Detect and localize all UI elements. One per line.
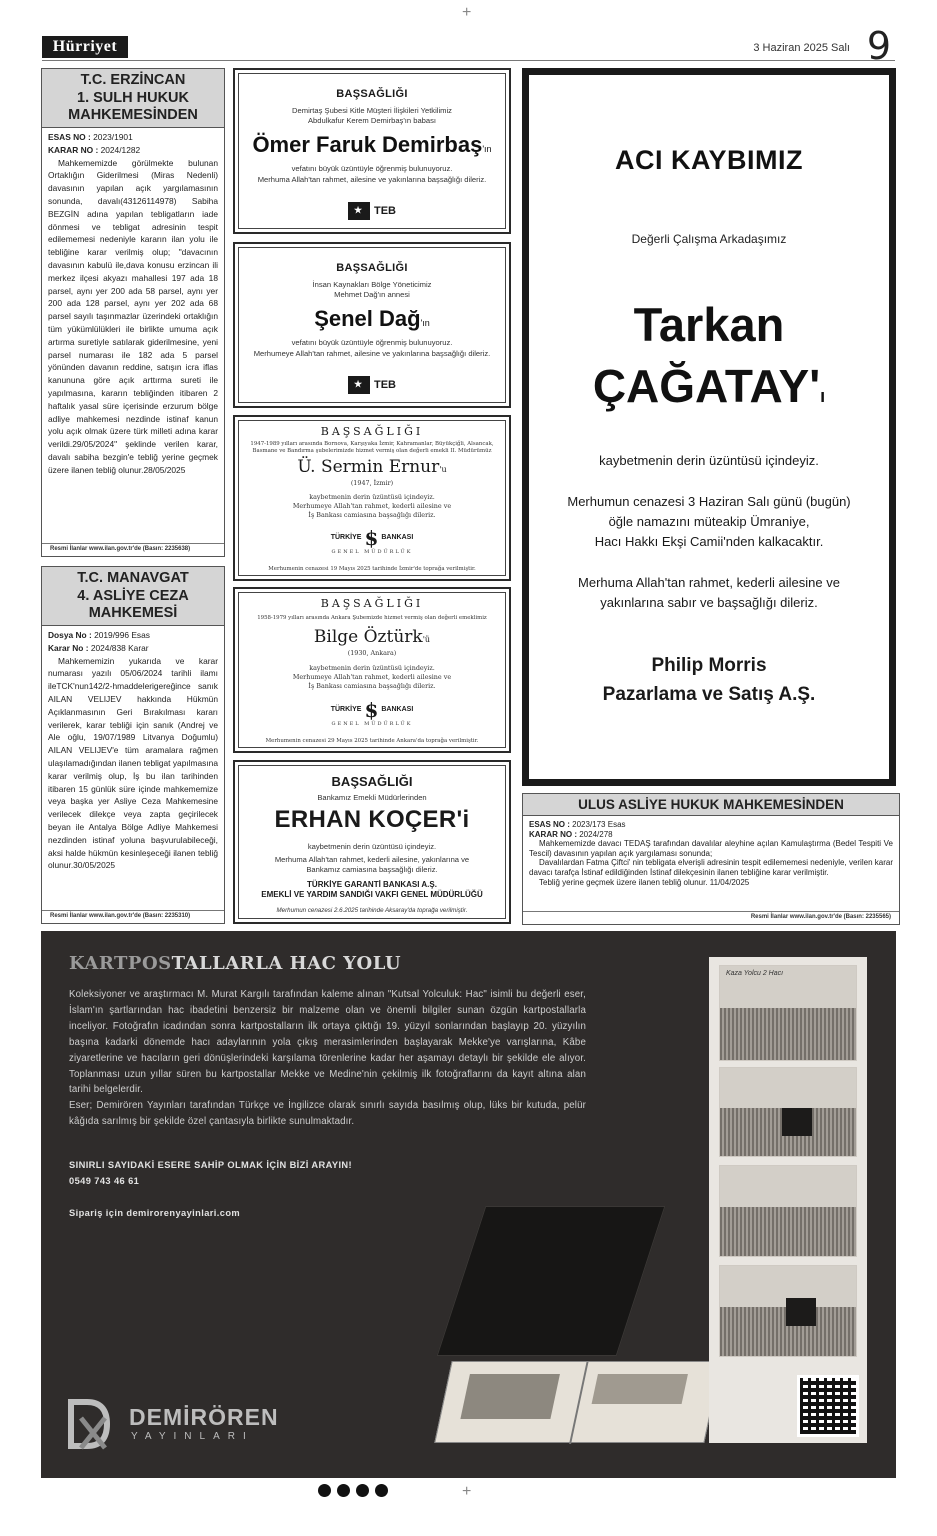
last-name-text: ÇAĞATAY' bbox=[592, 360, 821, 412]
obituary-line: Merhumun cenazesi 3 Haziran Salı günü (bugün) bbox=[567, 494, 851, 509]
condolence-line: Merhumeye Allah'tan rahmet, kederli ailesine ve bbox=[292, 502, 452, 510]
brand-left: TÜRKİYE bbox=[330, 534, 362, 541]
notice-text: Mahkememizde davacı TEDAŞ tarafından davalılar aleyhine açılan Kamulaştırma (Bedel Tespiti Ve Tescil) davasının yapılan açık yargılaması sonunda; bbox=[529, 839, 893, 858]
promo-paragraph: Eser; Demirören Yayınları tarafından Türkçe ve İngilizce olarak sınırlı sayıda basılmış olup, lüks bir kutuda, pelür kâğıda sarılmış bir şekilde özel çantasıyla birlikte sunulmaktadır. bbox=[69, 1100, 586, 1128]
condolence-footer: Merhumenin cenazesi 29 Mayıs 2025 tarihinde Ankara'da toprağa verilmiştir. bbox=[265, 738, 479, 744]
notice-text: Davalılardan Fatma Çiftci' nin tebligata elverişli adresinin tespit edilememesi nedeniyle, verilen karar davacı tarafça İstinaf edildiğinden İstinaf dilekçesinin ilanen tebliğine karar verilmiştir. bbox=[529, 858, 893, 877]
court-notice-footer: Resmi İlanlar www.ilan.gov.tr'de (Basın: 2235565) bbox=[523, 911, 899, 922]
brand-sub: GENEL MÜDÜRLÜK bbox=[331, 721, 413, 727]
crop-mark-bottom: + bbox=[462, 1483, 472, 1500]
brand-subname: YAYINLARI bbox=[131, 1431, 254, 1442]
teb-star-icon bbox=[348, 376, 370, 394]
dosya-value: 2019/996 Esas bbox=[94, 630, 150, 640]
notice-text: Mahkememizin yukarıda ve karar numarası yazılı 05/06/2024 tarihli ilamı ileTCK'nun142/2-hmaddelerigereğince sanık AILAN VELIJEV hakkında Hükmün Açıklanmasının Geri Bırakılması kararı verilerek, karar tebliği için sanık (Andrej ve Ale oğlu, 19/07/1989 Litvanya Doğumlu) AILAN VELIJEV'e tüm aramalara rağmen ulaşılamadığından ilanen tebligat yapılmasına karar verilmiş olup, İş bu ilan tarihinden itibaren 15 günlük süre içinde mahkememize veya başka yer Asliye Ceza Mahkemesine verilecek dilekçe veya zapta geçirilecek beyan ile Antalya Bölge Adliye Mahkemesi nezdinden istinaf yoluna başvurulabileceği, aksi halde hükmün kesinleşeceği ilanen tebliğ olunur.30/05/2025 bbox=[48, 655, 218, 871]
condolence-line: Merhumeye Allah'tan rahmet, ailesine ve yakınlarına başsağlığı dileriz. bbox=[253, 349, 491, 358]
title-line: 1. SULH HUKUK bbox=[77, 89, 189, 106]
condolence-line: Mehmet Dağ'ın annesi bbox=[334, 290, 410, 299]
obituary-paragraph bbox=[529, 573, 889, 613]
last-name-suffix: ı bbox=[820, 386, 826, 406]
promo-title bbox=[69, 953, 401, 974]
deceased-first-name: Tarkan bbox=[633, 298, 785, 351]
condolence-dag bbox=[233, 242, 511, 408]
name-suffix: 'ü bbox=[422, 635, 431, 644]
birth-info: (1947, İzmir) bbox=[350, 479, 394, 487]
title-line: MAHKEMESİNDEN bbox=[68, 107, 198, 123]
obituary-subtitle: Değerli Çalışma Arkadaşımız bbox=[631, 232, 787, 246]
name-suffix: 'u bbox=[439, 465, 447, 474]
obituary-line: yakınlarına sabır ve başsağlığı dileriz. bbox=[600, 595, 818, 610]
obituary-philip-morris bbox=[522, 68, 896, 786]
condolence-line: kaybetmenin derin üzüntüsü içindeyiz. bbox=[309, 664, 435, 672]
teb-logo bbox=[235, 202, 509, 225]
condolence-line: İnsan Kaynakları Bölge Yöneticimiz bbox=[312, 280, 432, 289]
condolence-line: kaybetmenin derin üzüntüsü içindeyiz. bbox=[307, 842, 437, 851]
condolence-line: İş Bankası camiasına başsağlığı dileriz. bbox=[308, 511, 436, 519]
condolence-line: kaybetmenin derin üzüntüsü içindeyiz. bbox=[309, 493, 435, 501]
dot-icon bbox=[337, 1484, 350, 1497]
isbank-logo bbox=[235, 696, 509, 722]
organization-name: TÜRKİYE GARANTİ BANKASI A.Ş. bbox=[307, 880, 437, 889]
issue-date: 3 Haziran 2025 Salı bbox=[753, 42, 850, 54]
condolence-footer: Merhumun cenazesi 2.6.2025 tarihinde Aksaray'da toprağa verilmiştir. bbox=[276, 907, 468, 914]
karar-label: Karar No : bbox=[48, 642, 89, 653]
brand-name: DEMİRÖREN bbox=[129, 1404, 279, 1430]
karar-label: KARAR NO : bbox=[48, 144, 99, 155]
newspaper-logo: Hürriyet bbox=[42, 36, 128, 58]
karar-value: 2024/1282 bbox=[100, 144, 141, 155]
page-number: 9 bbox=[866, 24, 891, 68]
name-text: Şenel Dağ bbox=[314, 306, 421, 331]
condolence-line: Merhuma Allah'tan rahmet, ailesine ve yakınlarına başsağlığı dileriz. bbox=[257, 175, 487, 184]
postcard-2 bbox=[719, 1067, 857, 1157]
obituary-title: ACI KAYBIMIZ bbox=[614, 145, 803, 175]
condolence-demirbas bbox=[233, 68, 511, 234]
court-notice-erzincan bbox=[41, 68, 225, 557]
photo-crowd bbox=[720, 1008, 856, 1060]
brand-right: BANKASI bbox=[381, 706, 414, 713]
page-dots bbox=[318, 1484, 388, 1497]
promo-title-b: TALLARLA HAC YOLU bbox=[171, 953, 402, 974]
photo-crowd bbox=[720, 1207, 856, 1257]
book-box-illustration bbox=[437, 1206, 666, 1356]
book-photo-left bbox=[460, 1374, 560, 1419]
title-line: 4. ASLİYE CEZA bbox=[77, 587, 189, 604]
court-notice-body bbox=[42, 128, 224, 477]
isbank-s-icon: $ bbox=[364, 525, 379, 550]
court-notice-title bbox=[42, 69, 224, 128]
condolence-kocer bbox=[233, 760, 511, 924]
promo-order-link[interactable]: Sipariş için demirorenyayinlari.com bbox=[69, 1208, 241, 1218]
court-notice-body bbox=[42, 626, 224, 872]
condolence-heading: BAŞSAĞLIĞI bbox=[320, 597, 424, 610]
postcard-strip bbox=[709, 957, 867, 1443]
book-spine bbox=[569, 1362, 588, 1444]
dot-icon bbox=[318, 1484, 331, 1497]
postcard-caption: Kaza Yolcu 2 Hacı bbox=[726, 970, 784, 977]
karar-value: 2024/278 bbox=[579, 829, 613, 839]
name-suffix: 'ın bbox=[482, 144, 492, 154]
obituary-line: kaybetmenin derin üzüntüsü içindeyiz. bbox=[599, 453, 819, 468]
book-photo-right bbox=[592, 1374, 688, 1404]
esas-value: 2023/1901 bbox=[93, 132, 133, 142]
isbank-s-icon: $ bbox=[364, 697, 379, 722]
postcard-4 bbox=[719, 1265, 857, 1357]
condolence-line: İş Bankası camiasına başsağlığı dileriz. bbox=[308, 682, 436, 690]
esas-label: ESAS NO : bbox=[529, 820, 570, 829]
deceased-last-name bbox=[529, 359, 889, 413]
notice-text: Mahkememizde görülmekte bulunan Ortaklığın Giderilmesi (Miras Nedenli) davasının yapılan açık yargılamasının sonunda, davalı(43126114978) Sabiha BEZGİN adına yapılan tebligatların iade dönmesi ve tebligat adresinin tespit edilememesi nedeniyle kararın ilan yolu ile tebliğine karar verilmiş olup; "davacının davasının kabulü ile,dava konusu erzincan ili merkez ilçesi akyazı mahallesi 197 ada 18 parsel, aynı yer 200 ada 58 parsel, aynı yer 200 ada 128 parsel, aynı yer 202 ada 68 parsel sayılı taşınmazlar üzerindeki ortaklığın tüm yükümlülükleri ile birlikte umuma açık artırma suretiyle satılarak giderilmesine, yeni parsel numarası ile 182 ada 5 parsel yönünden davanın reddine, satışın icra iflas kanununa göre açık arttırma sureti ile yapılmasına, kararın tebliğinden itibaren 2 haftalık yasal süre içerisinde erzurum bölge adliye mahkemesi nezdinde istinaf kanun yolu açık olmak üzere türk milleti adına karar verildi.29/05/2024" şeklinde verilen karar, davalı sabiha bezgin'e tebliğ yerine geçmek üzere ilanen tebliğ olunur.28/05/2025 bbox=[48, 157, 218, 475]
name-suffix: 'ın bbox=[420, 318, 430, 328]
birth-info: (1930, Ankara) bbox=[347, 649, 397, 657]
company-name: Pazarlama ve Satış A.Ş. bbox=[602, 684, 816, 705]
book-promo bbox=[41, 931, 896, 1478]
name-text: Bilge Öztürk bbox=[313, 627, 423, 647]
condolence-line: Merhuma Allah'tan rahmet, kederli ailesine, yakınlarına ve bbox=[274, 855, 470, 864]
header-rule bbox=[42, 60, 895, 61]
condolence-ozturk bbox=[233, 587, 511, 753]
name-text: Ü. Sermin Ernur bbox=[297, 457, 440, 477]
esas-value: 2023/173 Esas bbox=[572, 820, 626, 829]
teb-logo bbox=[235, 376, 509, 399]
dosya-label: Dosya No : bbox=[48, 630, 92, 640]
brand-right: BANKASI bbox=[381, 534, 414, 541]
obituary-line: öğle namazını müteakip Ümraniye, bbox=[608, 514, 810, 529]
condolence-heading: BAŞSAĞLIĞI bbox=[331, 774, 413, 789]
company-name: Philip Morris bbox=[651, 655, 767, 676]
deceased-name bbox=[235, 457, 509, 477]
condolence-line: vefatını büyük üzüntüyle öğrenmiş bulunuyoruz. bbox=[291, 164, 453, 173]
condolence-heading: BAŞSAĞLIĞI bbox=[336, 262, 408, 274]
promo-title-a: KARTPOS bbox=[69, 953, 172, 974]
kaaba-icon bbox=[782, 1108, 812, 1136]
karar-value: 2024/838 Karar bbox=[90, 642, 149, 653]
brand-left: TÜRKİYE bbox=[330, 706, 362, 713]
open-book-illustration bbox=[434, 1361, 721, 1443]
condolence-heading: BAŞSAĞLIĞI bbox=[336, 88, 408, 100]
obituary-paragraph bbox=[529, 492, 889, 552]
esas-label: ESAS NO : bbox=[48, 132, 91, 142]
deceased-name bbox=[235, 132, 509, 158]
title-line: MAHKEMESİ bbox=[88, 605, 178, 621]
condolence-line: Abdulkafur Kerem Demirbaş'ın babası bbox=[307, 116, 437, 125]
name-text: Ömer Faruk Demirbaş bbox=[252, 132, 483, 157]
condolence-heading: BAŞSAĞLIĞI bbox=[320, 425, 424, 438]
condolence-footer: Merhumenin cenazesi 19 Mayıs 2025 tarihinde İzmir'de toprağa verilmiştir. bbox=[268, 566, 476, 572]
karar-label: KARAR NO : bbox=[529, 829, 577, 839]
promo-text bbox=[69, 987, 586, 1130]
demiroren-logo-icon bbox=[67, 1398, 113, 1450]
court-notice-ulus bbox=[522, 793, 900, 925]
brand-name: TEB bbox=[374, 205, 396, 217]
promo-phone[interactable]: 0549 743 46 61 bbox=[69, 1176, 140, 1186]
brand-name: TEB bbox=[374, 379, 396, 391]
obituary-line: Hacı Hakkı Ekşi Camii'nden kalkacaktır. bbox=[594, 534, 824, 549]
court-notice-footer: Resmi İlanlar www.ilan.gov.tr'de (Basın: 2235310) bbox=[42, 910, 224, 921]
title-line: T.C. ERZİNCAN bbox=[80, 72, 186, 88]
postcard-3 bbox=[719, 1165, 857, 1257]
condolence-line: Basmane ve Bandırma şubelerimizde hizmet vermiş olan değerli emekli II. Müdürümüz bbox=[252, 448, 492, 454]
promo-cta: SINIRLI SAYIDAKİ ESERE SAHİP OLMAK İÇİN BİZİ ARAYIN! bbox=[69, 1160, 353, 1170]
condolence-ernur bbox=[233, 415, 511, 581]
condolence-line: vefatını büyük üzüntüyle öğrenmiş bulunuyoruz. bbox=[291, 338, 453, 347]
condolence-line: 1947-1989 yılları arasında Bornova, Karşıyaka İzmir, Kahramanlar, Büyükçiğli, Alsancak, bbox=[250, 441, 494, 447]
qr-code-icon[interactable] bbox=[797, 1375, 859, 1437]
promo-paragraph: Koleksiyoner ve araştırmacı M. Murat Kargılı tarafından kaleme alınan "Kutsal Yolculuk: Hac" isimli bu değerli eser, İslam'ın şartlarından hac ibadetini benzersiz bir malzeme olan ve önemli bilgiler sunan özgün kartpostallarla inceliyor. Fotoğrafın icadından sonra kartpostalların ilk ortaya çıktığı 19. yüzyıl sonlarından başlayıp 20. yüzyılın başına kadarki dönemde hacı adaylarının yola çıkış merasimlerinden başlayarak Mekke'ye varışlarına, Kâbe ziyaretlerine ve hacıların geri dönüşlerindeki karşılama törenlerine kadar her aşamayı detaylı bir şekilde ele alıyor. Toplanması uzun yıllar süren bu kartpostallar Mekke ve Medine'nin çekilmiş ilk fotoğraflarını da kayıt altına alan tarihi belgelerdir. bbox=[69, 989, 586, 1096]
deceased-name bbox=[235, 306, 509, 332]
dot-icon bbox=[356, 1484, 369, 1497]
organization-name: EMEKLİ VE YARDIM SANDIĞI VAKFI GENEL MÜDÜRLÜĞÜ bbox=[261, 890, 483, 899]
kaaba-icon bbox=[786, 1298, 816, 1326]
isbank-logo bbox=[235, 524, 509, 550]
condolence-line: Bankamız Emekli Müdürlerinden bbox=[317, 793, 427, 802]
brand-sub: GENEL MÜDÜRLÜK bbox=[331, 549, 413, 555]
condolence-line: Bankamız camiasına başsağlığı dileriz. bbox=[306, 865, 438, 874]
court-notice-footer: Resmi İlanlar www.ilan.gov.tr'de (Basın: 2235638) bbox=[42, 543, 224, 554]
deceased-name bbox=[235, 627, 509, 647]
dot-icon bbox=[375, 1484, 388, 1497]
deceased-name: ERHAN KOÇER'i bbox=[274, 806, 470, 833]
condolence-line: Merhumeye Allah'tan rahmet, kederli ailesine ve bbox=[292, 673, 452, 681]
court-notice-title: ULUS ASLİYE HUKUK MAHKEMESİNDEN bbox=[523, 794, 899, 816]
title-line: T.C. MANAVGAT bbox=[77, 570, 189, 586]
obituary-line: Merhuma Allah'tan rahmet, kederli ailesine ve bbox=[578, 575, 840, 590]
teb-star-icon bbox=[348, 202, 370, 220]
notice-text: Tebliğ yerine geçmek üzere ilanen tebliğ olunur. 11/04/2025 bbox=[539, 877, 750, 887]
photo-sky bbox=[720, 1068, 856, 1108]
crop-mark-top: + bbox=[462, 4, 472, 21]
court-notice-body bbox=[523, 816, 899, 887]
condolence-line: 1958-1979 yılları arasında Ankara Şubemizde hizmet vermiş olan değerli emeklimiz bbox=[257, 615, 487, 621]
condolence-line: Demirtaş Şubesi Kitle Müşteri İlişkileri Yetkilimiz bbox=[292, 106, 452, 115]
photo-sky bbox=[720, 1166, 856, 1207]
court-notice-title bbox=[42, 567, 224, 626]
postcard-1 bbox=[719, 965, 857, 1061]
court-notice-manavgat bbox=[41, 566, 225, 924]
